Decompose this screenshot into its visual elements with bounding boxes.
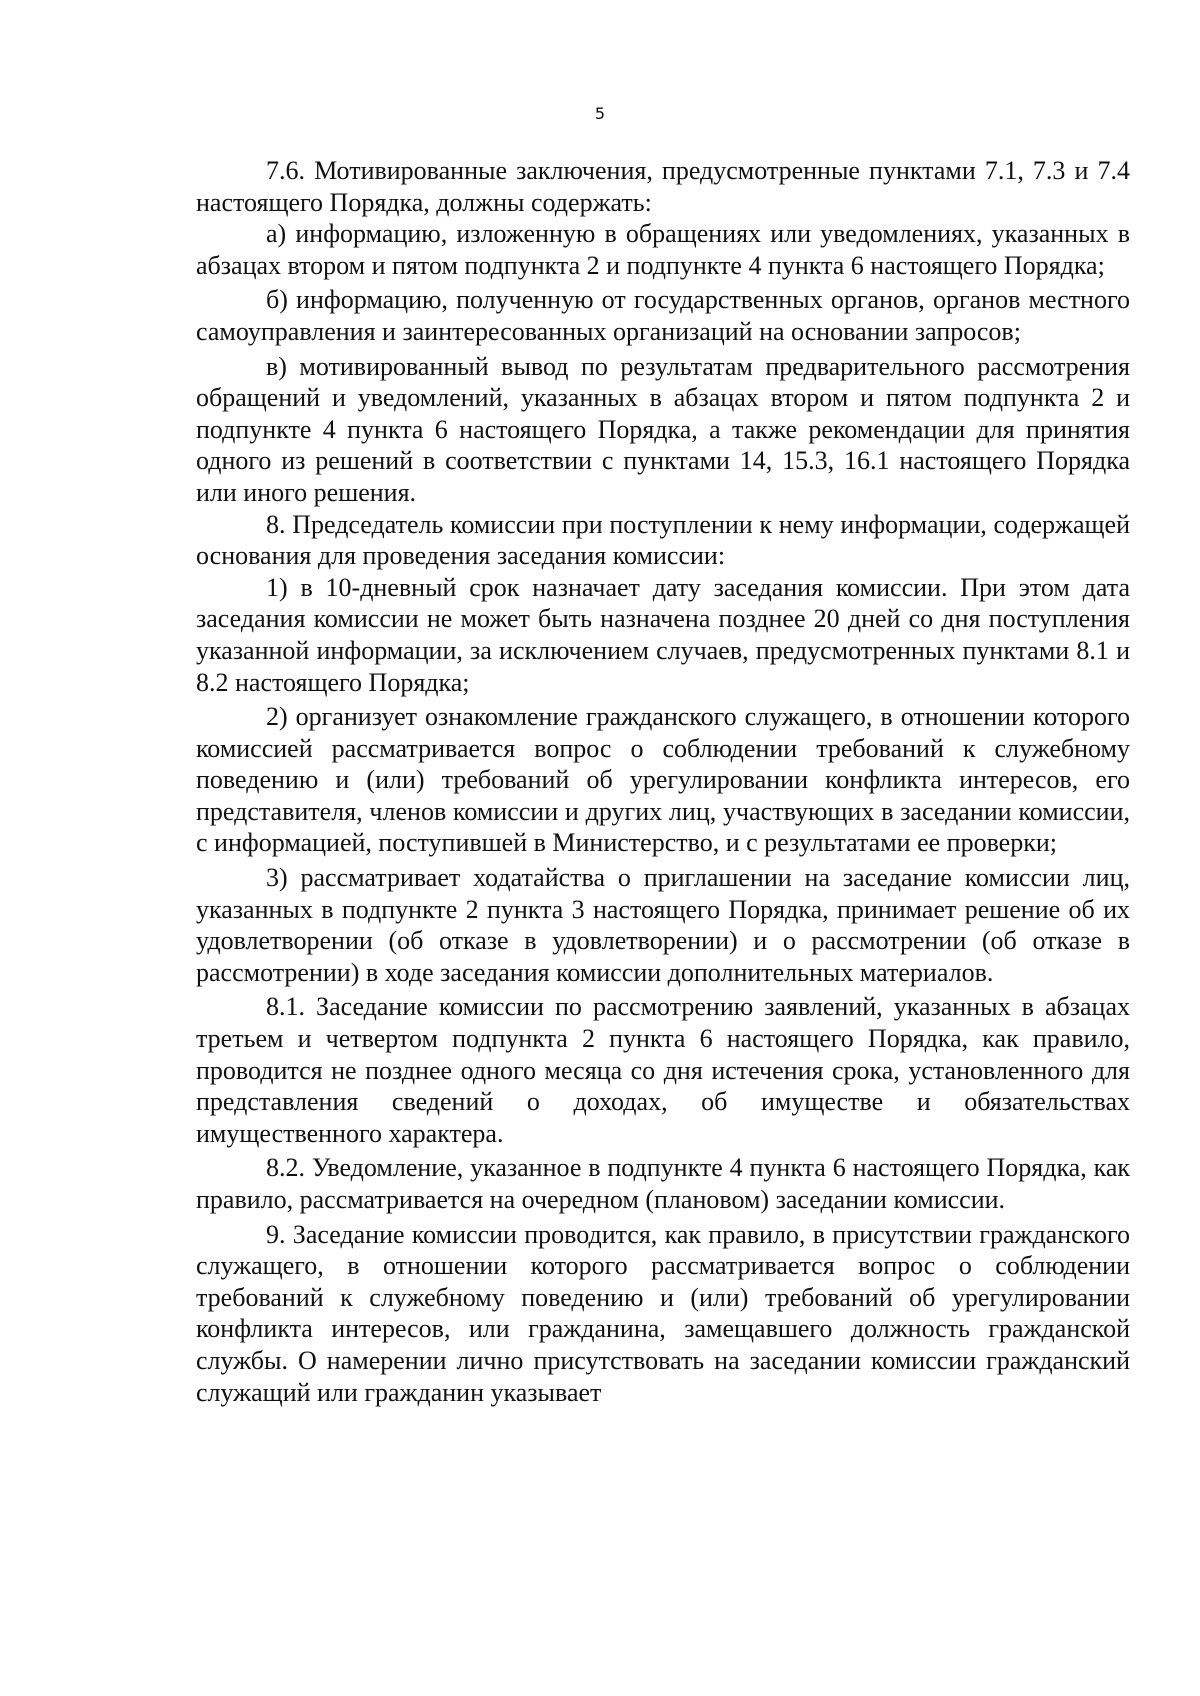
page-number: 5 (594, 104, 606, 123)
paragraph-9: 9. Заседание комиссии проводится, как правило, в присутствии гражданского служащего, в отношении которого рассматривается вопрос о соблюдении требований к служебному поведению и (или) требований об урегулировании конфликта интересов, или гражданина, замещавшего должность гражданской службы. О намерении лично присутствовать на заседании комиссии гражданский служащий или гражданин указывает (196, 1219, 1130, 1407)
paragraph-8-2-item: 2) организует ознакомление гражданского служащего, в отношении которого комиссией рассматривается вопрос о соблюдении требований к служебному поведению и (или) требований об урегулировании конфликта интересов, его представителя, членов комиссии и других лиц, участвующих в заседании комиссии, с информацией, поступившей в Министерство, и с результатами ее проверки; (196, 702, 1130, 858)
paragraph-7-6-b: б) информацию, полученную от государственных органов, органов местного самоуправления и заинтересованных организаций на основании запросов; (196, 285, 1130, 346)
paragraph-8-2: 8.2. Уведомление, указанное в подпункте 4 пункта 6 настоящего Порядка, как правило, рассматривается на очередном (плановом) заседании комиссии. (196, 1153, 1130, 1214)
paragraph-7-6-v: в) мотивированный вывод по результатам предварительного рассмотрения обращений и уведомлений, указанных в абзацах втором и пятом подпункта 2 и подпункте 4 пункта 6 настоящего Порядка, а также рекомендации для принятия одного из решений в соответствии с пунктами 14, 15.3, 16.1 настоящего Порядка или иного решения. (196, 351, 1130, 507)
paragraph-8: 8. Председатель комиссии при поступлении к нему информации, содержащей основания для проведения заседания комиссии: (196, 509, 1130, 571)
paragraph-8-1-item: 1) в 10-дневный срок назначает дату заседания комиссии. При этом дата заседания комиссии не может быть назначена позднее 20 дней со дня поступления указанной информации, за исключением случаев, предусмотренных пунктами 8.1 и 8.2 настоящего Порядка; (196, 572, 1130, 697)
paragraph-7-6-a: а) информацию, изложенную в обращениях или уведомлениях, указанных в абзацах втором и пятом подпункта 2 и подпункте 4 пункта 6 настоящего Порядка; (196, 219, 1130, 280)
paragraph-8-3-item: 3) рассматривает ходатайства о приглашении на заседание комиссии лиц, указанных в подпункте 2 пункта 3 настоящего Порядка, принимает решение об их удовлетворении (об отказе в удовлетворении) и о рассмотрении (об отказе в рассмотрении) в ходе заседания комиссии дополнительных материалов. (196, 863, 1130, 987)
paragraph-7-6: 7.6. Мотивированные заключения, предусмотренные пунктами 7.1, 7.3 и 7.4 настоящего Порядка, должны содержать: (196, 156, 1130, 217)
document-body (196, 155, 1130, 1408)
paragraph-8-1: 8.1. Заседание комиссии по рассмотрению заявлений, указанных в абзацах третьем и четвертом подпункта 2 пункта 6 настоящего Порядка, как правило, проводится не позднее одного месяца со дня истечения срока, установленного для представления сведений о доходах, об имуществе и обязательствах имущественного характера. (196, 992, 1130, 1148)
